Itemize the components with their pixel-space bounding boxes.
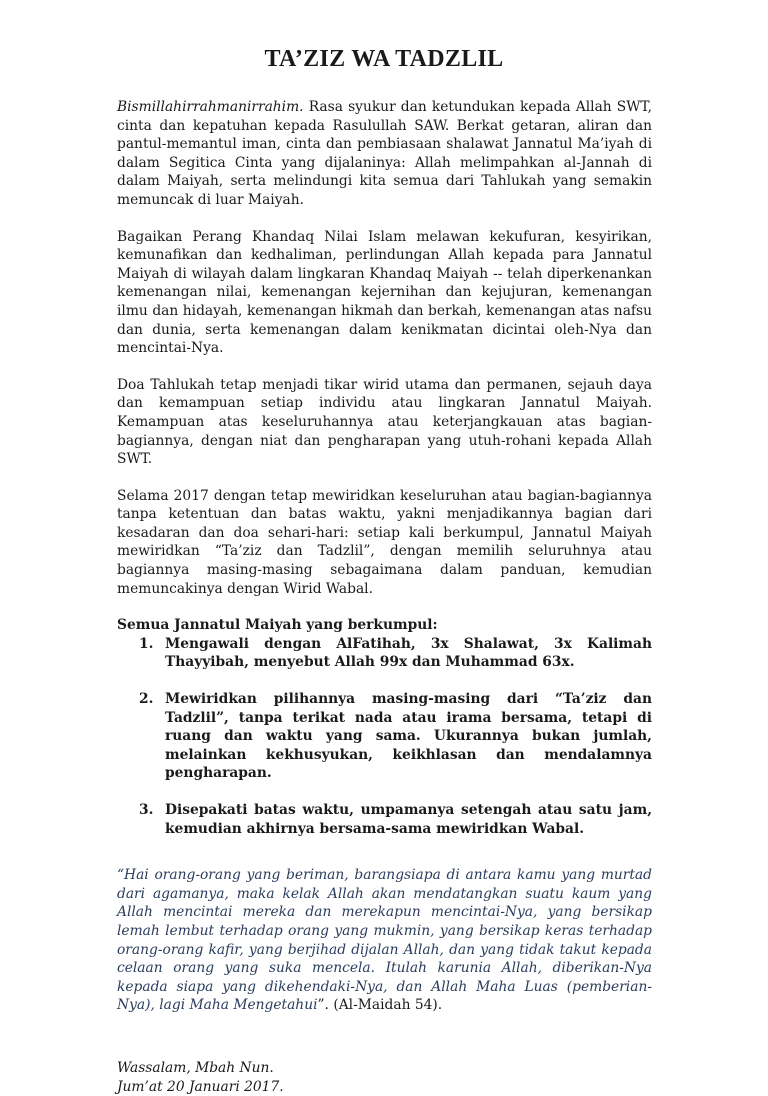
paragraph-2017: Selama 2017 dengan tetap mewiridkan keseluruhan atau bagian-bagiannya tanpa ketentuan dan batas waktu, yakni menjadikannya bagian dari kesadaran dan doa sehari-hari: setiap kali berkumpul, Jannatul Maiyah mewiridkan “Ta’ziz dan Tadzlil”, dengan memilih seluruhnya atau bagiannya masing-masing sebagaimana dalam panduan, kemudian memuncakinya dengan Wirid Wabal. — [117, 487, 652, 597]
steps-list — [117, 635, 652, 838]
quote-reference: ”. (Al-Maidah 54). — [317, 997, 443, 1014]
date-line: Jum’at 20 Januari 2017. — [117, 1078, 284, 1095]
list-item-number: 1. — [139, 635, 154, 652]
list-item-text: Mengawali dengan AlFatihah, 3x Shalawat, 3x Kalimah Thayyibah, menyebut Allah 99x dan Muhammad 63x. — [165, 635, 652, 671]
list-item — [117, 690, 652, 783]
document-title: TA’ZIZ WA TADZLIL — [264, 46, 504, 72]
document-body — [117, 98, 652, 1096]
list-item-text: Disepakati batas waktu, umpamanya setengah atau satu jam, kemudian akhirnya bersama-sama mewiridkan Wabal. — [165, 802, 652, 837]
list-item-text: Mewiridkan pilihannya masing-masing dari “Ta’ziz dan Tadzlil”, tanpa terikat nada atau irama bersama, tetapi di ruang dan waktu yang sama. Ukurannya bukan jumlah, melainkan kekhusyukan, keikhlasan dan mendalamnya pengharapan. — [165, 691, 652, 782]
quran-quote — [117, 866, 652, 1015]
signature-block — [117, 1059, 652, 1096]
paragraph-tahlukah: Doa Tahlukah tetap menjadi tikar wirid utama dan permanen, sejauh daya dan kemampuan setiap individu atau lingkaran Jannatul Maiyah. Kemampuan atas keseluruhannya atau keterjangkauan atas bagian-bagiannya, dengan niat dan pengharapan yang utuh-rohani kepada Allah SWT. — [117, 376, 652, 468]
list-item-number: 3. — [139, 802, 154, 818]
paragraph-intro — [117, 98, 652, 210]
list-item-number: 2. — [139, 691, 154, 708]
basmalah-text: Bismillahirrahmanirrahim. — [117, 99, 304, 115]
quote-text: “Hai orang-orang yang beriman, barangsiapa di antara kamu yang murtad dari agamanya, maka kelak Allah akan mendatangkan suatu kaum yang Allah mencintai mereka dan merekapun mencintai-Nya, yang bersikap lemah lembut terhadap orang yang mukmin, yang bersikap keras terhadap orang-orang kafir, yang berjihad dijalan Allah, dan yang tidak takut kepada celaan orang yang suka mencela. Itulah karunia Allah, diberikan-Nya kepada siapa yang dikehendaki-Nya, dan Allah Maha Luas (pemberian-Nya), lagi Maha Mengetahui — [117, 867, 652, 1014]
list-item — [117, 801, 652, 838]
list-item — [117, 635, 652, 672]
paragraph-intro-text: Rasa syukur dan ketundukan kepada Allah SWT, cinta dan kepatuhan kepada Rasulullah SAW. Berkat getaran, aliran dan pantul-memantul iman, cinta dan pembiasaan shalawat Jannatul Ma’iyah di dalam Segitica Cinta yang dijalaninya: Allah melimpahkan al-Jannah di dalam Maiyah, serta melindungi kita semua dari Tahlukah yang semakin memuncak di luar Maiyah. — [117, 99, 652, 208]
signature-line: Wassalam, Mbah Nun. — [117, 1059, 274, 1076]
list-heading: Semua Jannatul Maiyah yang berkumpul: — [117, 617, 438, 634]
paragraph-khandaq: Bagaikan Perang Khandaq Nilai Islam melawan kekufuran, kesyirikan, kemunafikan dan kedhaliman, perlindungan Allah kepada para Jannatul Maiyah di wilayah dalam lingkaran Khandaq Maiyah -- telah diperkenankan kemenangan nilai, kemenangan kejernihan dan kejujuran, kemenangan ilmu dan hidayah, kemenangan hikmah dan berkah, kemenangan atas nafsu dan dunia, serta kemenangan dalam kenikmatan dicintai oleh-Nya dan mencintai-Nya. — [117, 228, 652, 357]
